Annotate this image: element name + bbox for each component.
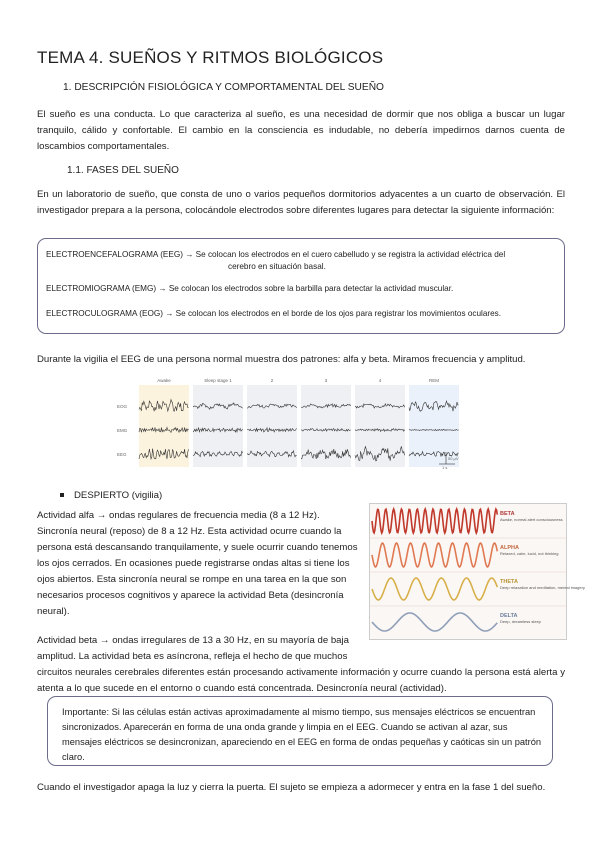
stage-label-4: 4 bbox=[378, 378, 382, 383]
page-title: TEMA 4. SUEÑOS Y RITMOS BIOLÓGICOS bbox=[37, 48, 384, 67]
stage-label-awake: Awake bbox=[157, 378, 171, 383]
paragraph-beta-a: Actividad beta → ondas irregulares de 13 a 30 Hz, en su mayoría de baja amplitud. La actividad beta es asíncrona, refleja el hecho de que muchos bbox=[37, 635, 349, 662]
section-heading-1: 1. DESCRIPCIÓN FISIOLÓGICA Y COMPORTAMENTAL DEL SUEÑO bbox=[63, 82, 384, 93]
paragraph-phase1: Cuando el investigador apaga la luz y cierra la puerta. El sujeto se empieza a adormecer y entra en la fase 1 del sueño. bbox=[37, 782, 546, 793]
bullet-icon bbox=[60, 493, 64, 497]
wave-name-delta: DELTA bbox=[500, 613, 518, 619]
definition-eeg-cont: cerebro en situación basal. bbox=[228, 262, 326, 271]
row-label-eeg: EEG bbox=[117, 452, 127, 457]
paragraph-eeg-patterns: Durante la vigilia el EEG de una persona normal muestra dos patrones: alfa y beta. Miramos frecuencia y amplitud. bbox=[37, 354, 526, 365]
stage-rem-panel bbox=[409, 385, 459, 467]
row-label-eog: EOG bbox=[117, 404, 128, 409]
brain-waves-figure bbox=[369, 503, 585, 640]
wave-name-theta: THETA bbox=[500, 579, 518, 585]
wave-desc-alpha: Relaxed, calm, lucid, not thinking bbox=[500, 551, 559, 556]
important-note-box bbox=[47, 696, 553, 766]
sleep-stages-eeg-figure bbox=[115, 376, 461, 474]
stage-3-panel bbox=[301, 385, 351, 467]
time-label: 1 s bbox=[442, 465, 448, 470]
wave-name-beta: BETA bbox=[500, 511, 515, 517]
scale-label: 50 μV bbox=[448, 456, 459, 461]
definition-eeg: ELECTROENCEFALOGRAMA (EEG) → Se colocan los electrodos en el cuero cabelludo y se registra la actividad eléctrica del bbox=[46, 250, 506, 259]
stage-label-rem: REM bbox=[429, 378, 439, 383]
stage-label-2: 2 bbox=[270, 378, 274, 383]
wave-name-alpha: ALPHA bbox=[500, 545, 519, 551]
wave-desc-delta: Deep, dreamless sleep bbox=[500, 619, 541, 624]
bullet-label: DESPIERTO (vigilia) bbox=[74, 490, 163, 501]
bullet-despierto bbox=[60, 490, 162, 501]
stage-awake-panel bbox=[139, 385, 189, 467]
stage-label-1: Sleep stage 1 bbox=[204, 378, 232, 383]
definition-emg: ELECTROMIOGRAMA (EMG) → Se colocan los electrodos sobre la barbilla para detectar la actividad muscular. bbox=[46, 284, 454, 293]
row-label-emg: EMG bbox=[117, 428, 128, 433]
important-note-text: Importante: Si las células están activas aproximadamente al mismo tiempo, sus mensajes eléctricos se encuentran sincronizados. Aparecerán en forma de una onda grande y limpia en el EEG. Cuando se activan al azar, sus mensajes eléctricos se desincronizan, apareciendo en el EEG en forma de ondas pequeñas y caóticas sin un patrón claro. bbox=[62, 707, 542, 762]
wave-desc-beta: Awake, normal alert consciousness bbox=[500, 517, 563, 522]
stage-label-3: 3 bbox=[324, 378, 328, 383]
paragraph-beta-b: circuitos neurales cerebrales diferentes están procesando activamente información y ocurre cuando la persona está alerta y atenta a lo que sucede en el entorno o cuando está concentrada. Desincronía neural (actividad). bbox=[37, 667, 565, 694]
definitions-box bbox=[37, 238, 565, 334]
paragraph-sleep-intro: El sueño es una conducta. Lo que caracteriza al sueño, es una necesidad de dormir que nos obliga a buscar un lugar tranquilo, cálido y confortable. El cambio en la consciencia es indudable, no debería impedirnos darnos cuenta de loscambios comportamentales. bbox=[37, 109, 565, 152]
paragraph-lab: En un laboratorio de sueño, que consta de uno o varios pequeños dormitorios adyacentes a un cuarto de observación. El investigador prepara a la persona, colocándole electrodos sobre diferentes lugares para detectar la siguiente información: bbox=[37, 189, 565, 216]
wave-desc-theta: Deep relaxation and meditation, mental imagery bbox=[500, 585, 585, 590]
paragraph-alpha: Actividad alfa → ondas regulares de frecuencia media (8 a 12 Hz). Sincronía neural (reposo) de 8 a 12 Hz. Esta actividad ocurre cuando la persona está descansando tranquilamente, y suele ocurrir cuando tenemos los ojos cerrados. En ocasiones puede registrarse ondas altas si tiene los ojos abiertos. Esta sincronía neural se rompe en una tarea en la que son necesarios procesos cognitivos y aparece la actividad Beta (desincronía neural). bbox=[37, 510, 358, 617]
definition-eog: ELECTROCULOGRAMA (EOG) → Se colocan los electrodos en el borde de los ojos para registrar los movimientos oculares. bbox=[46, 309, 502, 318]
section-heading-1-1: 1.1. FASES DEL SUEÑO bbox=[67, 165, 179, 176]
